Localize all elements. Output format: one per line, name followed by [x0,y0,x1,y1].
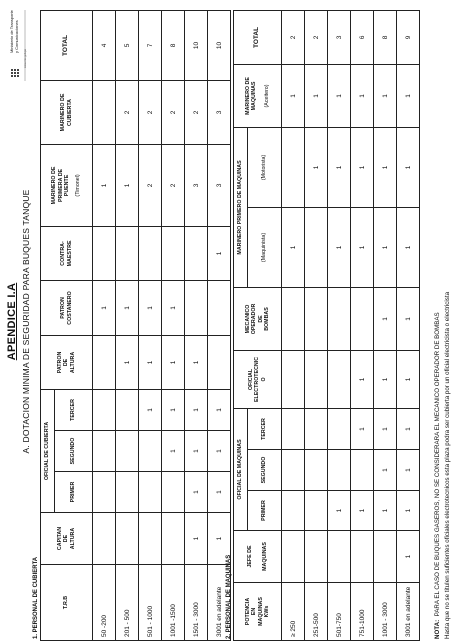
table-cell: 1 [139,389,162,430]
table-cell: 1 [208,472,231,513]
table-cell [93,226,116,280]
table-row [374,10,397,640]
table-cell [328,350,351,408]
table-cell: 1 [374,287,397,350]
table-cell [305,350,328,408]
table-cell: 1 [116,335,139,389]
table-cell: 1 [351,350,374,408]
table-cell: 1 [397,64,420,127]
table-cell: 1 [116,144,139,226]
table-cell: 1 [139,280,162,335]
table-cell: 2 [282,10,305,64]
table-cell [116,226,139,280]
header-segundo: SEGUNDO [55,431,93,472]
table-row [116,10,139,640]
table-cell: 1 [208,226,231,280]
table-cell [282,287,305,350]
table-cell: 1 [374,207,397,287]
table-row [93,10,116,640]
table-cell: 1 [374,450,397,491]
table-cell [93,335,116,389]
table-cell: 3 [208,80,231,144]
table-cell [139,513,162,565]
engine-crew-table [233,10,420,641]
engine-crew-rows [282,10,420,640]
table-cell [139,472,162,513]
table-cell: 2 [185,80,208,144]
table-cell: 1 [305,127,328,207]
table-cell [185,226,208,280]
table-cell: 1 [351,64,374,127]
header-tercer: TERCER [55,389,93,430]
note-line-2: Hasta que no se tituIen suficientes oficiales electrotecnicos esta plaza podra ser cubierta por un oficial electricista o electricista [444,291,451,639]
table-cell: 1 [116,280,139,335]
table-cell: 5 [116,10,139,80]
header-patron-altura: PATRON DE ALTURA [41,335,93,389]
header-marinero-puente: MARINERO DE PRIMERA DE PUENTE (Timonel) [41,144,93,226]
row-label: 251-500 [305,583,328,641]
header-primer: PRIMER [55,472,93,513]
table-cell [374,531,397,583]
table-cell [116,431,139,472]
table-cell [185,280,208,335]
header-marinero-cubierta: MARINERO DE CUBIERTA [41,80,93,144]
table-cell [116,389,139,430]
row-label: 1001 - 3000 [374,583,397,641]
row-label: 3001 en adelante [397,583,420,641]
table-cell: 1 [397,287,420,350]
header-patron-costanero: PATRON COSTANERO [41,280,93,335]
table-cell: 1 [208,513,231,565]
table-cell: 1 [328,127,351,207]
table-cell [93,389,116,430]
header-motorista: (Motorista) [248,127,282,207]
table-cell: 2 [162,144,185,226]
table-cell [328,287,351,350]
table-cell [305,491,328,531]
table-cell: 1 [93,144,116,226]
table-cell [93,472,116,513]
table-cell: 1 [397,408,420,449]
table-cell: 1 [139,335,162,389]
table-row [328,10,351,640]
header-total-maquinas: TOTAL [234,10,282,64]
table-cell [351,531,374,583]
header-oficial-electrotecnico: OFICIAL ELECTROTECNIC O [234,350,282,408]
table-cell: 1 [351,207,374,287]
section2-label: 2. PERSONAL DE MAQUINAS [226,554,232,639]
table-cell [116,472,139,513]
row-label: 50 -200 [93,565,116,641]
header-maquinista: (Maquinista) [248,207,282,287]
table-cell [351,287,374,350]
header-tercer-maquinas: TERCER [248,408,282,449]
table-cell: 1 [397,127,420,207]
table-cell: 2 [116,80,139,144]
table-cell: 7 [139,10,162,80]
table-cell: 1 [374,408,397,449]
table-cell: 1 [328,491,351,531]
table-cell: 1 [328,64,351,127]
table-cell: 8 [162,10,185,80]
table-cell: 1 [185,472,208,513]
table-cell [282,531,305,583]
table-cell: 10 [185,10,208,80]
row-label: 1501 - 3000 [185,565,208,641]
table-cell: 1 [208,389,231,430]
row-label: 1001 -1500 [162,565,185,641]
table-cell [351,450,374,491]
page-title: APENDICE I.A [6,282,18,361]
table-cell: 6 [351,10,374,64]
table-cell: 3 [185,144,208,226]
logo-caption: Ministerio de Transporte y Comunicaciones [9,10,19,53]
table-row [351,10,374,640]
table-cell [93,431,116,472]
table-cell: 4 [93,10,116,80]
table-cell [93,513,116,565]
table-cell [305,287,328,350]
table-cell [282,450,305,491]
row-label: 501-750 [328,583,351,641]
header-potencia: POTENCIA EN MAQUINAS KWs [234,583,282,641]
table-cell: 1 [374,64,397,127]
deck-crew-table [40,10,231,641]
table-cell: 1 [397,531,420,583]
table-cell: 1 [397,350,420,408]
table-cell: 9 [397,10,420,64]
table-cell: 1 [351,408,374,449]
header-jefe-maquinas: JEFE DE MAQUINAS [234,531,282,583]
table-cell [139,226,162,280]
table-cell: 1 [397,491,420,531]
table-row [305,10,328,640]
header-oficial-maquinas: OFICIAL DE MAQUINAS [234,408,248,530]
table-cell: 2 [139,80,162,144]
table-cell: 1 [185,431,208,472]
table-cell [282,491,305,531]
table-cell [328,408,351,449]
table-cell: 2 [305,10,328,64]
table-cell: 1 [282,207,305,287]
table-cell: 1 [397,207,420,287]
table-cell [116,513,139,565]
header-total: TOTAL [41,10,93,80]
table-cell: 1 [185,389,208,430]
table-cell [208,280,231,335]
table-row [185,10,208,640]
table-cell: 1 [162,335,185,389]
table-cell [162,226,185,280]
header-marinero-primero: MARINERO PRIMERO DE MAQUINAS [234,127,248,287]
row-label: 3001 en adelante [208,565,231,641]
table-cell: 1 [374,127,397,207]
table-cell [305,531,328,583]
table-cell: 8 [374,10,397,64]
table-row [282,10,305,640]
table-cell: 1 [351,491,374,531]
header-primer-maquinas: PRIMER [248,491,282,531]
table-cell [139,431,162,472]
row-label: 751-1000 [351,583,374,641]
row-label: ≥ 250 [282,583,305,641]
table-cell [282,408,305,449]
table-cell [328,531,351,583]
row-label: 201 - 500 [116,565,139,641]
table-cell [162,472,185,513]
table-cell: 1 [185,335,208,389]
table-cell: 3 [208,144,231,226]
header-capitan: CAPITAN DE ALTURA [41,513,93,565]
table-cell [282,350,305,408]
table-cell [208,335,231,389]
table-row [139,10,162,640]
table-cell [305,207,328,287]
table-cell [93,80,116,144]
row-label: 501 - 1000 [139,565,162,641]
logo-url: www.mtc.gob.pe [24,48,27,68]
table-cell: 1 [162,431,185,472]
table-cell: 1 [282,64,305,127]
header-oficial-cubierta: OFICIAL DE CUBIERTA [41,389,55,512]
header-contramaestre: CONTRA- MAESTRE [41,226,93,280]
table-cell [328,450,351,491]
header-marinero-maquinas: MARINERO DE MAQUINAS (Aceitero) [234,64,282,127]
table-cell: 1 [185,513,208,565]
table-cell: 10 [208,10,231,80]
table-cell: 2 [162,80,185,144]
table-cell: 2 [139,144,162,226]
table-row [397,10,420,640]
page-subtitle: A. DOTACION MINIMA DE SEGURIDAD PARA BUQUES TANQUE [21,189,31,454]
table-cell [305,450,328,491]
table-row [208,10,231,640]
table-cell: 1 [208,431,231,472]
header-trb: T.R.B [41,565,93,641]
deck-crew-rows [93,10,231,640]
table-cell [305,408,328,449]
table-cell: 3 [328,10,351,64]
table-cell [282,127,305,207]
table-cell: 1 [374,491,397,531]
table-cell: 1 [93,280,116,335]
table-cell [162,513,185,565]
table-cell: 1 [305,64,328,127]
header-segundo-maquinas: SEGUNDO [248,450,282,491]
table-cell: 1 [328,207,351,287]
note-line-1: NOTA: PARA EL CASO DE BUQUES GASEROS, NO SE CONSIDERARA EL MECANICO OPERADOR DE BOMBAS [434,312,441,639]
table-cell: 1 [162,280,185,335]
table-row [162,10,185,640]
table-cell: 1 [397,450,420,491]
section1-label: 1. PERSONAL DE CUBIERTA [33,556,39,639]
table-cell: 1 [374,350,397,408]
header-mecanico-bombas: MECANICO OPERADOR DE BOMBAS [234,287,282,350]
table-cell: 1 [162,389,185,430]
table-cell: 1 [351,127,374,207]
